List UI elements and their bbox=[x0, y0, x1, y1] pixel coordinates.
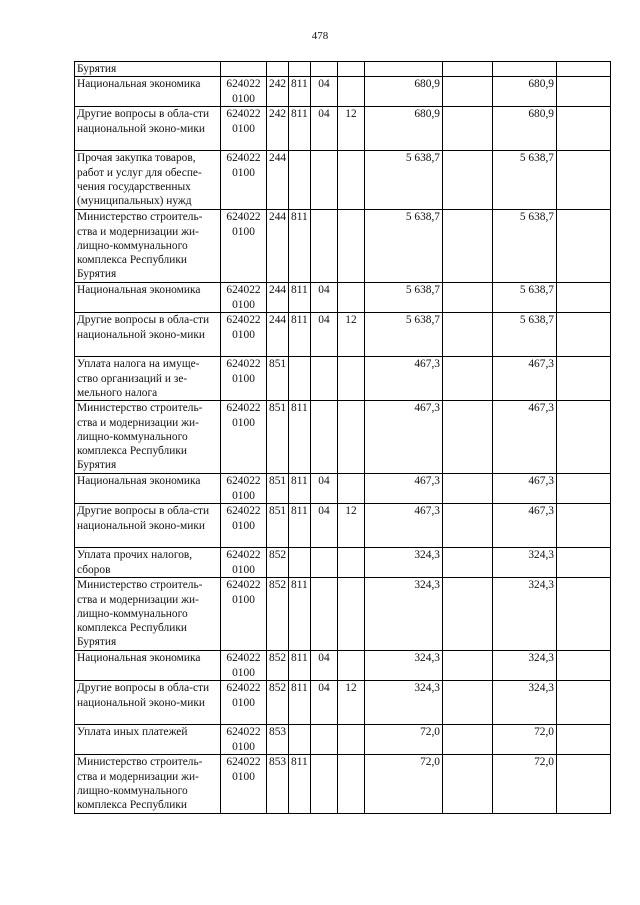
row-section-cell bbox=[311, 62, 338, 77]
row-empty-cell bbox=[443, 77, 493, 107]
row-section-cell: 04 bbox=[311, 651, 338, 681]
row-empty-cell bbox=[557, 210, 611, 283]
table-row bbox=[75, 77, 611, 107]
row-name-cell: Национальная экономика bbox=[75, 651, 221, 681]
row-empty-cell bbox=[443, 504, 493, 548]
row-department-cell: 811 bbox=[289, 755, 311, 814]
row-expense-type-cell: 242 bbox=[267, 77, 289, 107]
row-empty-cell bbox=[557, 357, 611, 401]
row-amount-cell: 467,3 bbox=[365, 401, 443, 474]
row-section-cell bbox=[311, 578, 338, 651]
row-department-cell: 811 bbox=[289, 474, 311, 504]
row-amount-total-cell: 5 638,7 bbox=[493, 283, 557, 313]
row-amount-total-cell: 324,3 bbox=[493, 681, 557, 725]
row-target-article-cell: 624022 0100 bbox=[221, 401, 267, 474]
row-empty-cell bbox=[557, 474, 611, 504]
row-amount-cell: 5 638,7 bbox=[365, 210, 443, 283]
row-amount-cell: 680,9 bbox=[365, 77, 443, 107]
row-department-cell: 811 bbox=[289, 313, 311, 357]
row-name-cell: Другие вопросы в обла-сти национальной эконо-мики bbox=[75, 681, 221, 725]
row-target-article-cell: 624022 0100 bbox=[221, 151, 267, 210]
row-target-article-cell: 624022 0100 bbox=[221, 651, 267, 681]
row-empty-cell bbox=[557, 548, 611, 578]
table-row bbox=[75, 401, 611, 474]
row-target-article-cell: 624022 0100 bbox=[221, 725, 267, 755]
row-name-cell: Национальная экономика bbox=[75, 283, 221, 313]
row-section-cell bbox=[311, 548, 338, 578]
row-empty-cell bbox=[557, 107, 611, 151]
row-target-article-cell: 624022 0100 bbox=[221, 283, 267, 313]
row-department-cell: 811 bbox=[289, 401, 311, 474]
row-empty-cell bbox=[443, 578, 493, 651]
row-section-cell: 04 bbox=[311, 313, 338, 357]
row-department-cell bbox=[289, 151, 311, 210]
row-empty-cell bbox=[557, 578, 611, 651]
row-subsection-cell: 12 bbox=[338, 107, 365, 151]
row-empty-cell bbox=[557, 755, 611, 814]
row-empty-cell bbox=[443, 548, 493, 578]
row-department-cell: 811 bbox=[289, 283, 311, 313]
table-row bbox=[75, 283, 611, 313]
row-subsection-cell: 12 bbox=[338, 313, 365, 357]
row-department-cell: 811 bbox=[289, 578, 311, 651]
row-expense-type-cell: 244 bbox=[267, 151, 289, 210]
table-row bbox=[75, 474, 611, 504]
row-department-cell: 811 bbox=[289, 210, 311, 283]
row-department-cell bbox=[289, 548, 311, 578]
row-empty-cell bbox=[443, 210, 493, 283]
row-target-article-cell: 624022 0100 bbox=[221, 681, 267, 725]
row-amount-cell: 324,3 bbox=[365, 651, 443, 681]
row-target-article-cell: 624022 0100 bbox=[221, 578, 267, 651]
row-department-cell bbox=[289, 357, 311, 401]
row-amount-total-cell: 5 638,7 bbox=[493, 210, 557, 283]
row-empty-cell bbox=[557, 313, 611, 357]
table-row bbox=[75, 548, 611, 578]
row-subsection-cell: 12 bbox=[338, 681, 365, 725]
row-target-article-cell: 624022 0100 bbox=[221, 313, 267, 357]
row-subsection-cell bbox=[338, 151, 365, 210]
row-subsection-cell bbox=[338, 210, 365, 283]
row-expense-type-cell: 244 bbox=[267, 210, 289, 283]
row-amount-total-cell: 324,3 bbox=[493, 548, 557, 578]
row-empty-cell bbox=[443, 725, 493, 755]
row-target-article-cell: 624022 0100 bbox=[221, 357, 267, 401]
page-number: 478 bbox=[311, 30, 329, 42]
row-name-cell: Прочая закупка товаров, работ и услуг для обеспе-чения государственных (муниципальных) нужд bbox=[75, 151, 221, 210]
row-amount-total-cell: 5 638,7 bbox=[493, 151, 557, 210]
row-amount-total-cell: 467,3 bbox=[493, 474, 557, 504]
row-department-cell: 811 bbox=[289, 107, 311, 151]
row-expense-type-cell: 244 bbox=[267, 283, 289, 313]
row-target-article-cell bbox=[221, 62, 267, 77]
row-empty-cell bbox=[557, 504, 611, 548]
row-subsection-cell bbox=[338, 401, 365, 474]
row-subsection-cell bbox=[338, 62, 365, 77]
table-row bbox=[75, 725, 611, 755]
table-row bbox=[75, 651, 611, 681]
row-expense-type-cell: 853 bbox=[267, 755, 289, 814]
table-row bbox=[75, 755, 611, 814]
row-department-cell: 811 bbox=[289, 504, 311, 548]
row-name-cell: Национальная экономика bbox=[75, 77, 221, 107]
row-amount-total-cell: 5 638,7 bbox=[493, 313, 557, 357]
row-expense-type-cell: 852 bbox=[267, 578, 289, 651]
row-amount-total-cell: 467,3 bbox=[493, 401, 557, 474]
row-section-cell: 04 bbox=[311, 77, 338, 107]
row-empty-cell bbox=[557, 62, 611, 77]
row-empty-cell bbox=[557, 77, 611, 107]
row-empty-cell bbox=[443, 283, 493, 313]
table-row bbox=[75, 578, 611, 651]
row-target-article-cell: 624022 0100 bbox=[221, 77, 267, 107]
table-row bbox=[75, 151, 611, 210]
row-name-cell: Национальная экономика bbox=[75, 474, 221, 504]
row-subsection-cell bbox=[338, 578, 365, 651]
row-amount-total-cell: 467,3 bbox=[493, 504, 557, 548]
row-section-cell bbox=[311, 725, 338, 755]
row-amount-total-cell: 72,0 bbox=[493, 725, 557, 755]
row-subsection-cell bbox=[338, 548, 365, 578]
row-name-cell: Министерство строитель-ства и модернизации жи-лищно-коммунального комплекса Республики Бурятия bbox=[75, 401, 221, 474]
table-row bbox=[75, 313, 611, 357]
row-department-cell: 811 bbox=[289, 77, 311, 107]
row-name-cell: Бурятия bbox=[75, 62, 221, 77]
row-target-article-cell: 624022 0100 bbox=[221, 210, 267, 283]
row-subsection-cell bbox=[338, 725, 365, 755]
row-section-cell bbox=[311, 755, 338, 814]
row-department-cell bbox=[289, 62, 311, 77]
row-empty-cell bbox=[557, 651, 611, 681]
row-name-cell: Министерство строитель-ства и модернизации жи-лищно-коммунального комплекса Республики Бурятия bbox=[75, 210, 221, 283]
row-section-cell: 04 bbox=[311, 504, 338, 548]
table-body bbox=[75, 62, 611, 814]
row-empty-cell bbox=[443, 474, 493, 504]
row-expense-type-cell: 244 bbox=[267, 313, 289, 357]
row-amount-cell: 467,3 bbox=[365, 474, 443, 504]
row-amount-cell: 72,0 bbox=[365, 755, 443, 814]
row-empty-cell bbox=[443, 681, 493, 725]
row-subsection-cell bbox=[338, 755, 365, 814]
row-empty-cell bbox=[443, 651, 493, 681]
budget-table bbox=[74, 61, 611, 814]
row-amount-cell: 467,3 bbox=[365, 357, 443, 401]
row-empty-cell bbox=[443, 755, 493, 814]
row-subsection-cell bbox=[338, 357, 365, 401]
row-expense-type-cell: 851 bbox=[267, 401, 289, 474]
row-expense-type-cell: 852 bbox=[267, 681, 289, 725]
row-target-article-cell: 624022 0100 bbox=[221, 107, 267, 151]
row-empty-cell bbox=[557, 401, 611, 474]
table-row bbox=[75, 107, 611, 151]
row-target-article-cell: 624022 0100 bbox=[221, 474, 267, 504]
row-empty-cell bbox=[557, 681, 611, 725]
row-name-cell: Уплата налога на имуще-ство организаций и зе-мельного налога bbox=[75, 357, 221, 401]
row-target-article-cell: 624022 0100 bbox=[221, 504, 267, 548]
row-amount-total-cell: 324,3 bbox=[493, 651, 557, 681]
row-target-article-cell: 624022 0100 bbox=[221, 755, 267, 814]
row-section-cell bbox=[311, 151, 338, 210]
row-amount-cell: 5 638,7 bbox=[365, 151, 443, 210]
row-subsection-cell bbox=[338, 474, 365, 504]
row-subsection-cell: 12 bbox=[338, 504, 365, 548]
row-empty-cell bbox=[443, 107, 493, 151]
row-department-cell: 811 bbox=[289, 681, 311, 725]
row-amount-cell: 680,9 bbox=[365, 107, 443, 151]
row-name-cell: Министерство строитель-ства и модернизации жи-лищно-коммунального комплекса Республики Бурятия bbox=[75, 578, 221, 651]
row-amount-cell: 5 638,7 bbox=[365, 313, 443, 357]
row-subsection-cell bbox=[338, 77, 365, 107]
row-amount-total-cell: 680,9 bbox=[493, 107, 557, 151]
row-empty-cell bbox=[557, 151, 611, 210]
row-expense-type-cell: 852 bbox=[267, 651, 289, 681]
row-amount-cell: 324,3 bbox=[365, 681, 443, 725]
row-amount-total-cell: 467,3 bbox=[493, 357, 557, 401]
row-section-cell: 04 bbox=[311, 681, 338, 725]
row-expense-type-cell: 242 bbox=[267, 107, 289, 151]
row-section-cell bbox=[311, 401, 338, 474]
row-section-cell: 04 bbox=[311, 474, 338, 504]
row-subsection-cell bbox=[338, 283, 365, 313]
row-name-cell: Уплата иных платежей bbox=[75, 725, 221, 755]
row-expense-type-cell bbox=[267, 62, 289, 77]
table-row bbox=[75, 210, 611, 283]
row-empty-cell bbox=[443, 62, 493, 77]
row-empty-cell bbox=[557, 725, 611, 755]
row-target-article-cell: 624022 0100 bbox=[221, 548, 267, 578]
row-department-cell: 811 bbox=[289, 651, 311, 681]
row-amount-cell: 324,3 bbox=[365, 548, 443, 578]
row-name-cell: Другие вопросы в обла-сти национальной эконо-мики bbox=[75, 107, 221, 151]
row-expense-type-cell: 853 bbox=[267, 725, 289, 755]
row-empty-cell bbox=[557, 283, 611, 313]
row-empty-cell bbox=[443, 401, 493, 474]
row-name-cell: Другие вопросы в обла-сти национальной эконо-мики bbox=[75, 313, 221, 357]
table-row-continuation bbox=[75, 62, 611, 77]
row-subsection-cell bbox=[338, 651, 365, 681]
row-section-cell: 04 bbox=[311, 283, 338, 313]
row-empty-cell bbox=[443, 313, 493, 357]
row-empty-cell bbox=[443, 357, 493, 401]
row-expense-type-cell: 851 bbox=[267, 504, 289, 548]
row-amount-cell: 467,3 bbox=[365, 504, 443, 548]
row-amount-total-cell: 72,0 bbox=[493, 755, 557, 814]
row-expense-type-cell: 851 bbox=[267, 474, 289, 504]
table-row bbox=[75, 681, 611, 725]
row-expense-type-cell: 851 bbox=[267, 357, 289, 401]
row-amount-cell: 324,3 bbox=[365, 578, 443, 651]
row-amount-total-cell bbox=[493, 62, 557, 77]
row-name-cell: Другие вопросы в обла-сти национальной эконо-мики bbox=[75, 504, 221, 548]
row-department-cell bbox=[289, 725, 311, 755]
row-amount-cell: 72,0 bbox=[365, 725, 443, 755]
row-empty-cell bbox=[443, 151, 493, 210]
table-row bbox=[75, 357, 611, 401]
row-section-cell bbox=[311, 357, 338, 401]
row-amount-cell: 5 638,7 bbox=[365, 283, 443, 313]
row-amount-total-cell: 680,9 bbox=[493, 77, 557, 107]
table-row bbox=[75, 504, 611, 548]
row-amount-cell bbox=[365, 62, 443, 77]
row-expense-type-cell: 852 bbox=[267, 548, 289, 578]
row-section-cell bbox=[311, 210, 338, 283]
row-section-cell: 04 bbox=[311, 107, 338, 151]
row-name-cell: Министерство строитель-ства и модернизации жи-лищно-коммунального комплекса Республики bbox=[75, 755, 221, 814]
row-amount-total-cell: 324,3 bbox=[493, 578, 557, 651]
row-name-cell: Уплата прочих налогов, сборов bbox=[75, 548, 221, 578]
